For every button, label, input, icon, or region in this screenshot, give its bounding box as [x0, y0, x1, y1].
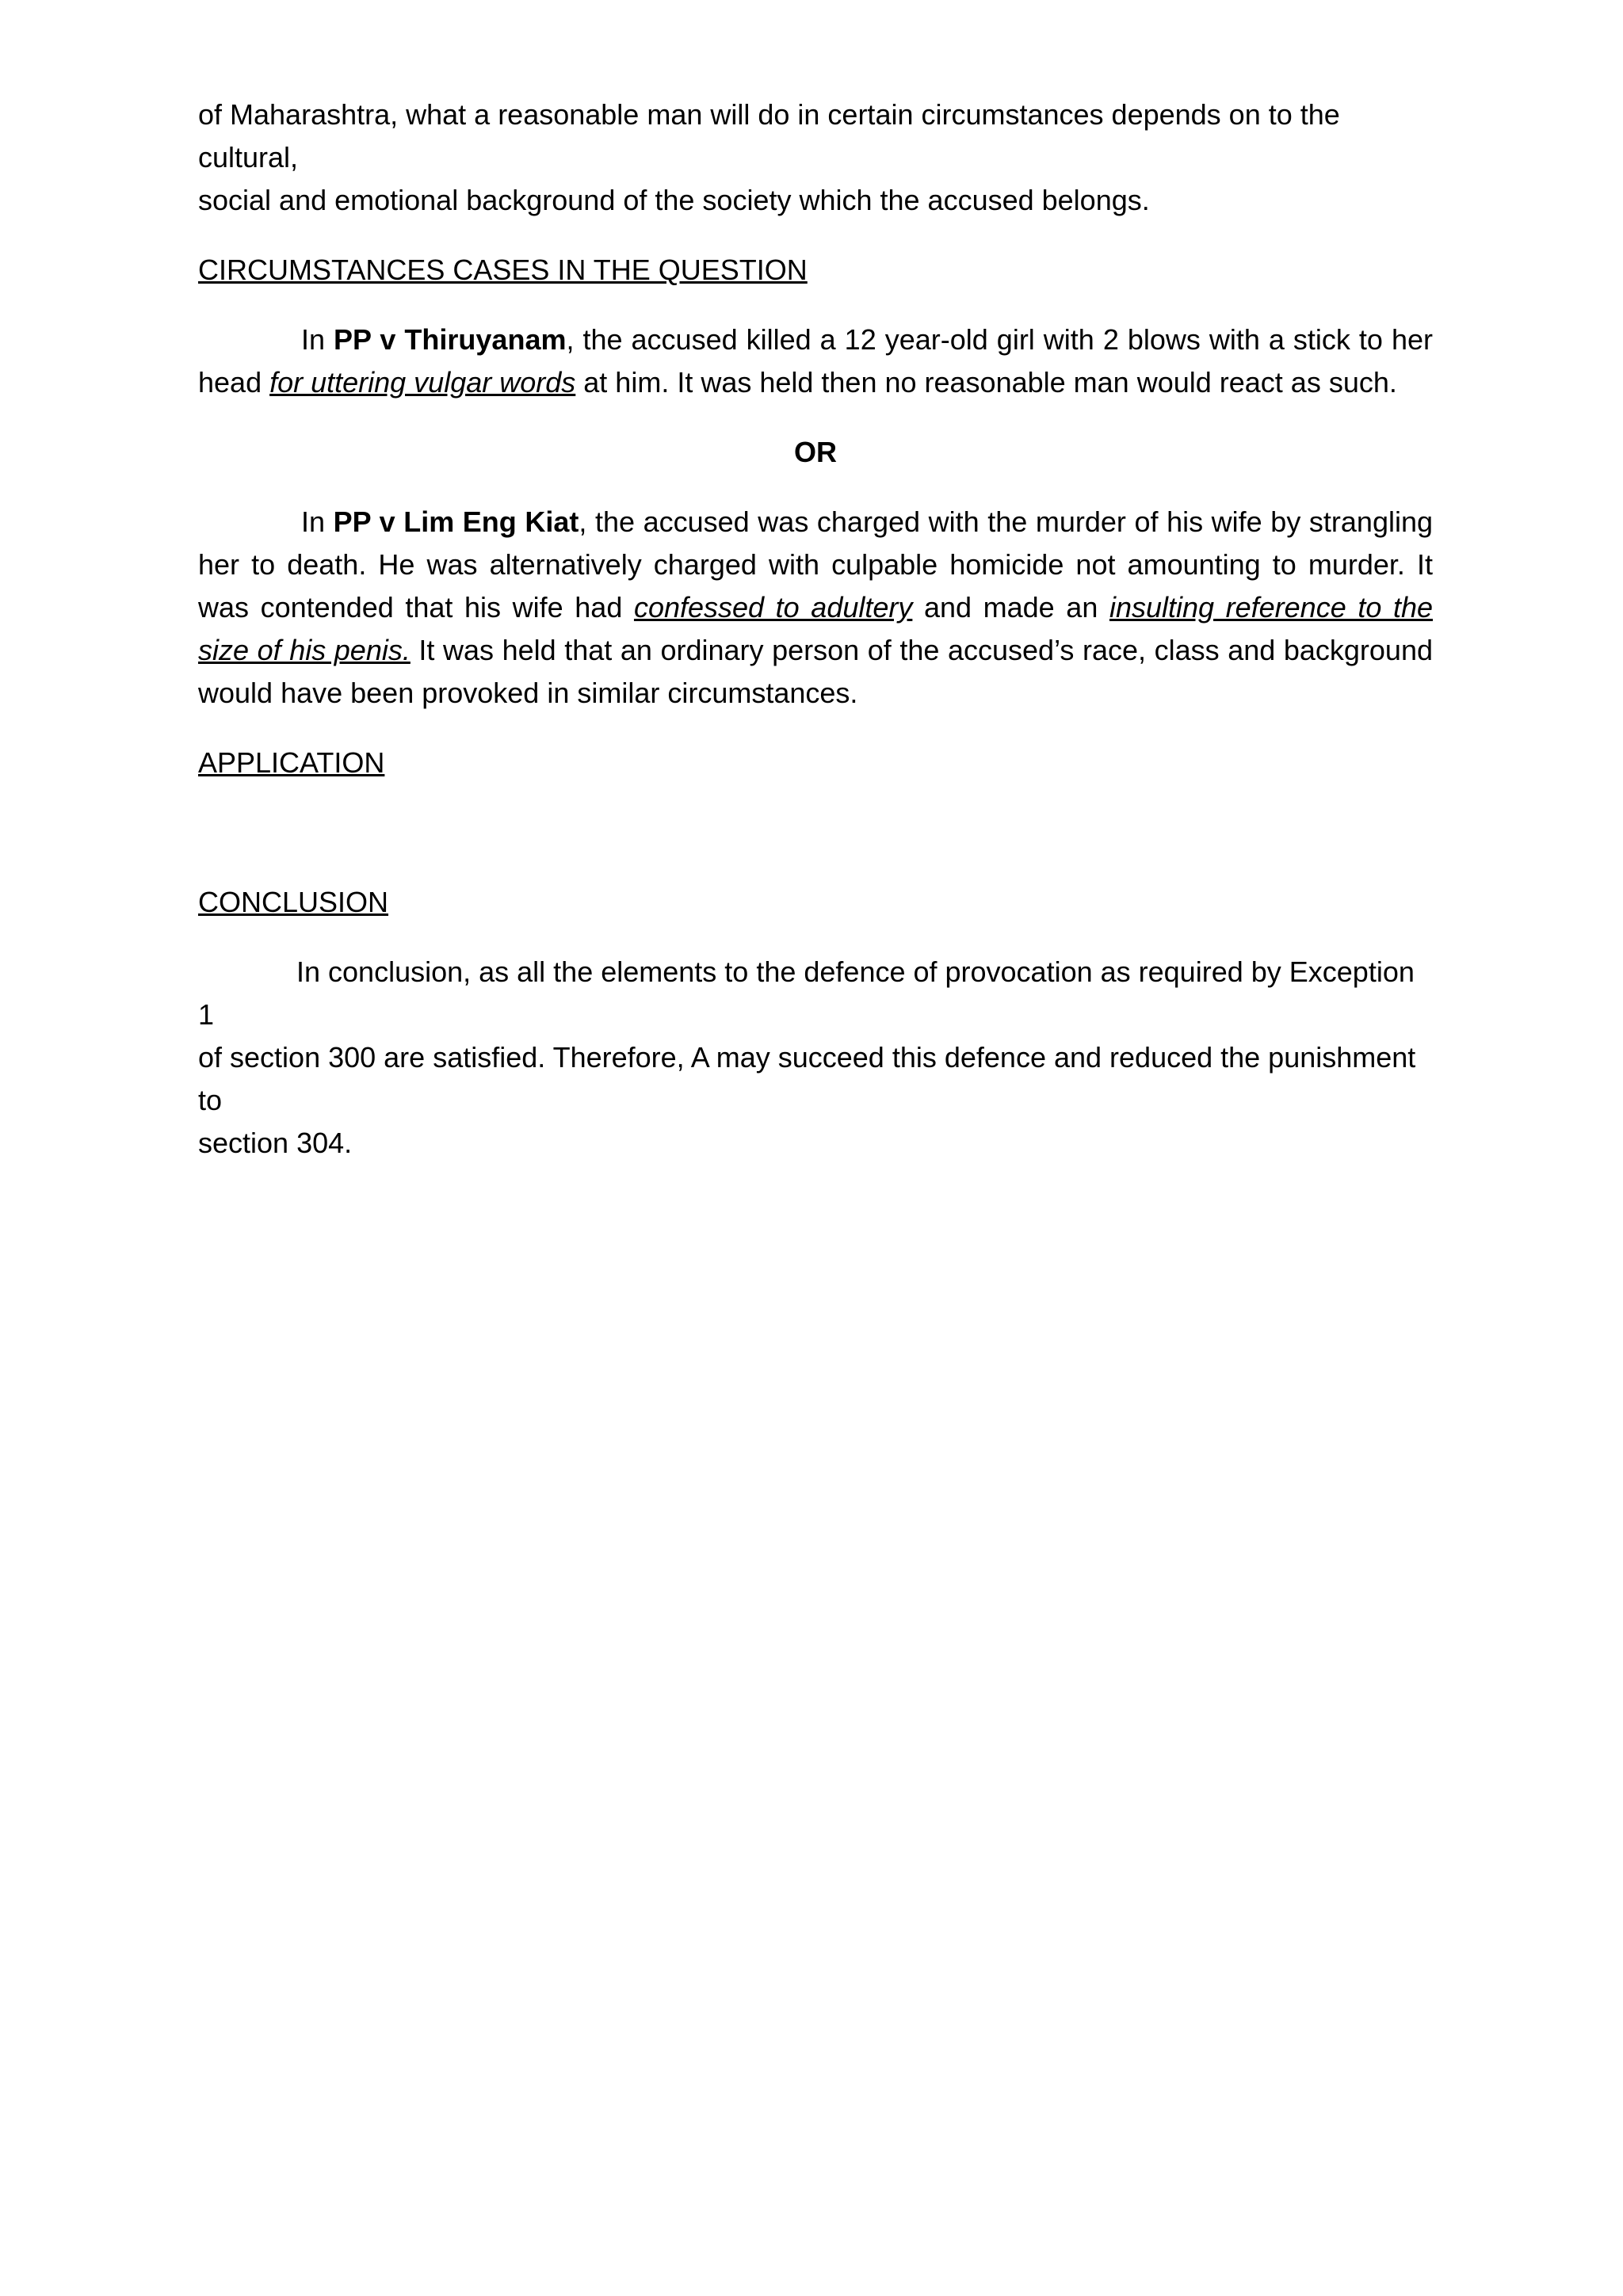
heading-conclusion: CONCLUSION — [198, 886, 389, 918]
conclusion-line-2: of section 300 are satisfied. Therefore, A may succeed this defence and reduced the punishment to — [198, 1041, 1416, 1116]
case2-mid2: and made an — [912, 591, 1109, 624]
case2-post: It was held that an ordinary person of the accused’s race, class and background would have been provoked in similar circumstances. — [198, 634, 1433, 709]
case1-post: at him. It was held then no reasonable man would react as such. — [575, 366, 1397, 399]
case1-emphasis: for uttering vulgar words — [269, 366, 576, 399]
case1-mid: , the accused killed a 12 year-old girl with 2 blows with a stick to her head — [198, 323, 1433, 399]
intro-paragraph — [198, 93, 1433, 222]
case1-pre: In — [301, 323, 334, 356]
heading-circumstances: CIRCUMSTANCES CASES IN THE QUESTION — [198, 254, 808, 286]
or-divider: OR — [794, 436, 837, 468]
case2-mid1: , the accused was charged with the murder of his wife by strangling her to death. He was alternatively charged with culpable homicide not amounting to murder. It was contended that his wife had — [198, 505, 1434, 624]
conclusion-line-1: In conclusion, as all the elements to the defence of provocation as required by Exception 1 — [198, 955, 1415, 1031]
intro-line-1: of Maharashtra, what a reasonable man will do in certain circumstances depends on to the cultural, — [198, 98, 1340, 174]
document-page — [198, 93, 1433, 1165]
case-thiruyanam-paragraph — [198, 318, 1433, 404]
case-lim-eng-kiat-paragraph — [198, 501, 1433, 715]
conclusion-line-3: section 304. — [198, 1127, 353, 1159]
case2-emphasis-2: insulting reference to the size of his penis. — [198, 591, 1433, 666]
heading-application: APPLICATION — [198, 746, 385, 779]
case2-name: PP v Lim Eng Kiat — [333, 505, 579, 538]
conclusion-paragraph — [198, 951, 1433, 1165]
case1-name: PP v Thiruyanam — [334, 323, 567, 356]
case2-emphasis-1: confessed to adultery — [633, 591, 913, 624]
case2-pre: In — [301, 505, 334, 538]
intro-line-2: social and emotional background of the society which the accused belongs. — [198, 184, 1150, 216]
